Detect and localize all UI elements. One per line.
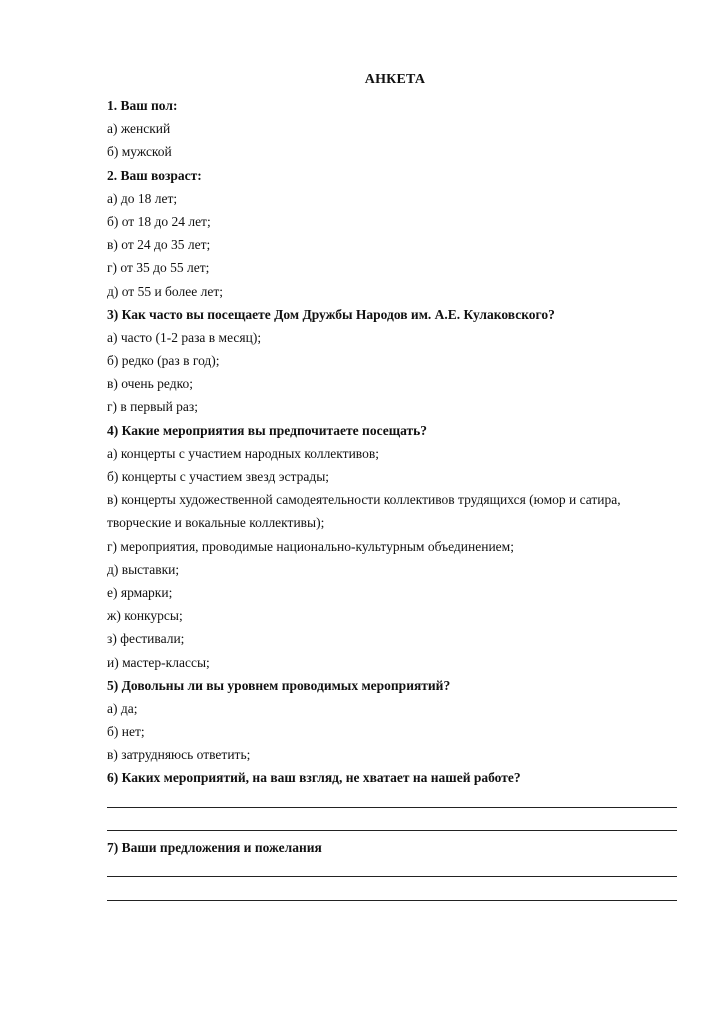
q2-option-c: в) от 24 до 35 лет; <box>107 237 211 253</box>
q4-option-i: и) мастер-классы; <box>107 654 210 670</box>
q1-option-a: а) женский <box>107 121 171 137</box>
q6-answer-line-2 <box>107 813 687 836</box>
q4-option-f: е) ярмарки; <box>107 584 173 600</box>
q5-option-b: б) нет; <box>107 724 145 740</box>
q1-option-b: б) мужской <box>107 144 172 160</box>
q4-option-c-continued: творческие и вокальные коллективы); <box>107 515 325 531</box>
q4-option-c: в) концерты художественной самодеятельности коллективов трудящихся (юмор и сатира, <box>107 492 621 508</box>
q4-option-d: г) мероприятия, проводимые национально-культурным объединением; <box>107 538 514 554</box>
question-5: 5) Довольны ли вы уровнем проводимых мероприятий? <box>107 677 451 693</box>
q7-answer-line-2 <box>107 882 687 905</box>
q5-option-a: а) да; <box>107 700 138 716</box>
q2-option-d: г) от 35 до 55 лет; <box>107 260 210 276</box>
q5-option-c: в) затрудняюсь ответить; <box>107 747 251 763</box>
question-2: 2. Ваш возраст: <box>107 167 202 183</box>
questionnaire-body <box>107 94 687 906</box>
q4-option-e: д) выставки; <box>107 561 180 577</box>
q2-option-b: б) от 18 до 24 лет; <box>107 213 211 229</box>
q3-option-a: а) часто (1-2 раза в месяц); <box>107 329 262 345</box>
q7-answer-line-1 <box>107 859 687 882</box>
document-title: АНКЕТА <box>364 72 426 87</box>
q4-option-g: ж) конкурсы; <box>107 608 183 624</box>
question-3: 3) Как часто вы посещаете Дом Дружбы Народов им. А.Е. Кулаковского? <box>107 306 555 322</box>
q4-option-a: а) концерты с участием народных коллективов; <box>107 445 379 461</box>
q4-option-h: з) фестивали; <box>107 631 185 647</box>
question-6: 6) Каких мероприятий, на ваш взгляд, не хватает на нашей работе? <box>107 770 521 786</box>
q3-option-d: г) в первый раз; <box>107 399 198 415</box>
q2-option-e: д) от 55 и более лет; <box>107 283 223 299</box>
q4-option-b: б) концерты с участием звезд эстрады; <box>107 469 330 484</box>
question-7: 7) Ваши предложения и пожелания <box>107 840 322 855</box>
question-4: 4) Какие мероприятия вы предпочитаете посещать? <box>107 422 428 438</box>
q3-option-b: б) редко (раз в год); <box>107 353 220 369</box>
q6-answer-line-1 <box>107 790 687 813</box>
q3-option-c: в) очень редко; <box>107 376 193 392</box>
question-1: 1. Ваш пол: <box>107 98 178 113</box>
q2-option-a: а) до 18 лет; <box>107 190 178 206</box>
